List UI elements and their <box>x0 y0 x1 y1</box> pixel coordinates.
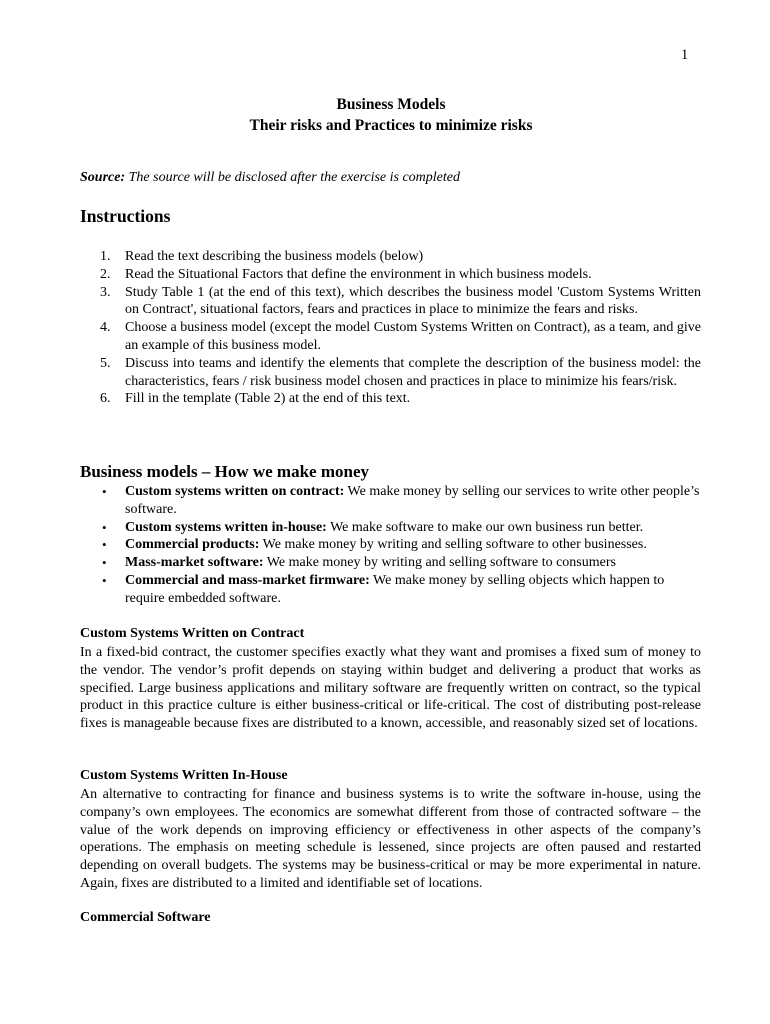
bullet-icon: • <box>102 484 107 499</box>
section-body-contract: In a fixed-bid contract, the customer specifies exactly what they want and promises a fixed sum of money to the vendor. The vendor’s profit depends on staying within budget and delivering a product that works as specified. Large business applications and military software are frequently written on contract, so the typical product in this practice culture is either business-critical or life-critical. The cost of distributing post-release fixes is manageable because fixes are distributed to a known, accessible, and reasonably sized set of locations. <box>80 645 701 732</box>
instructions-heading: Instructions <box>80 206 171 226</box>
section-body-inhouse: An alternative to contracting for finance and business systems is to write the software in-house, using the company’s own employees. The economics are somewhat different from those of contracted software – the value of the work depends on improving efficiency or effectiveness in other aspects of the company’s operations. The emphasis on meeting schedule is lessened, since projects are often paused and restarted depending on overall budgets. The systems may be business-critical or may be more experimental in nature. Again, fixes are distributed to a limited and identifiable set of locations. <box>80 787 701 891</box>
list-number: 3. <box>100 284 111 300</box>
list-item <box>80 355 701 391</box>
bullet-term: Commercial products: <box>125 537 260 553</box>
list-item-text: Study Table 1 (at the end of this text), which describes the business model 'Custom Systems Written on Contract', situational factors, fears and practices in place to minimize the fears and risks. <box>125 284 701 318</box>
bullet-item <box>80 536 701 554</box>
bullet-item <box>80 572 701 608</box>
bullet-text: We make money by selling objects which happen to require embedded software. <box>125 572 665 606</box>
list-item <box>80 284 701 320</box>
bullet-text: We make money by writing and selling software to consumers <box>263 555 616 571</box>
bullet-text: We make money by writing and selling software to other businesses. <box>259 537 647 553</box>
list-number: 2. <box>100 266 111 282</box>
section-heading-inhouse: Custom Systems Written In-House <box>80 768 288 783</box>
bullet-item <box>80 519 701 537</box>
business-models-heading: Business models – How we make money <box>80 462 370 481</box>
bullet-text: We make money by selling our services to write other people’s software. <box>125 484 700 517</box>
title-line-2: Their risks and Practices to minimize risks <box>249 117 533 134</box>
list-item <box>80 248 701 266</box>
section-heading-contract: Custom Systems Written on Contract <box>80 626 305 641</box>
list-number: 6. <box>100 391 111 407</box>
list-item-text: Discuss into teams and identify the elements that complete the description of the business model: the characteristics, fears / risk business model chosen and practices in place to minimize his fears/risk. <box>125 355 701 389</box>
bullet-text: We make software to make our own business run better. <box>326 519 644 535</box>
list-number: 4. <box>100 320 111 336</box>
list-item-text: Read the Situational Factors that define the environment in which business models. <box>125 266 592 282</box>
list-item-text: Read the text describing the business models (below) <box>125 249 424 264</box>
bullet-icon: • <box>102 519 107 535</box>
list-item-text: Fill in the template (Table 2) at the end of this text. <box>125 391 411 407</box>
document-title <box>0 94 770 136</box>
section-heading-commercial: Commercial Software <box>80 910 211 925</box>
bullet-term: Mass-market software: <box>125 555 264 571</box>
bullet-item <box>80 554 701 572</box>
source-line <box>80 170 701 186</box>
list-number: 1. <box>100 249 111 264</box>
bullet-term: Commercial and mass-market firmware: <box>125 572 370 588</box>
page-number: 1 <box>681 47 689 63</box>
instructions-list <box>80 248 701 408</box>
list-item <box>80 319 701 355</box>
bullet-item <box>80 483 701 519</box>
list-item <box>80 266 701 284</box>
title-line-1: Business Models <box>336 96 446 113</box>
bullet-icon: • <box>102 572 107 588</box>
bullet-term: Custom systems written in-house: <box>125 519 327 535</box>
list-number: 5. <box>100 355 111 371</box>
list-item-text: Choose a business model (except the model Custom Systems Written on Contract), as a team, and give an example of this business model. <box>125 320 701 353</box>
bullet-term: Custom systems written on contract: <box>125 484 345 499</box>
business-models-list <box>80 483 701 608</box>
source-text: The source will be disclosed after the exercise is completed <box>128 170 461 185</box>
source-label: Source: <box>80 170 126 185</box>
bullet-icon: • <box>102 555 107 571</box>
bullet-icon: • <box>102 537 107 553</box>
list-item <box>80 390 701 408</box>
